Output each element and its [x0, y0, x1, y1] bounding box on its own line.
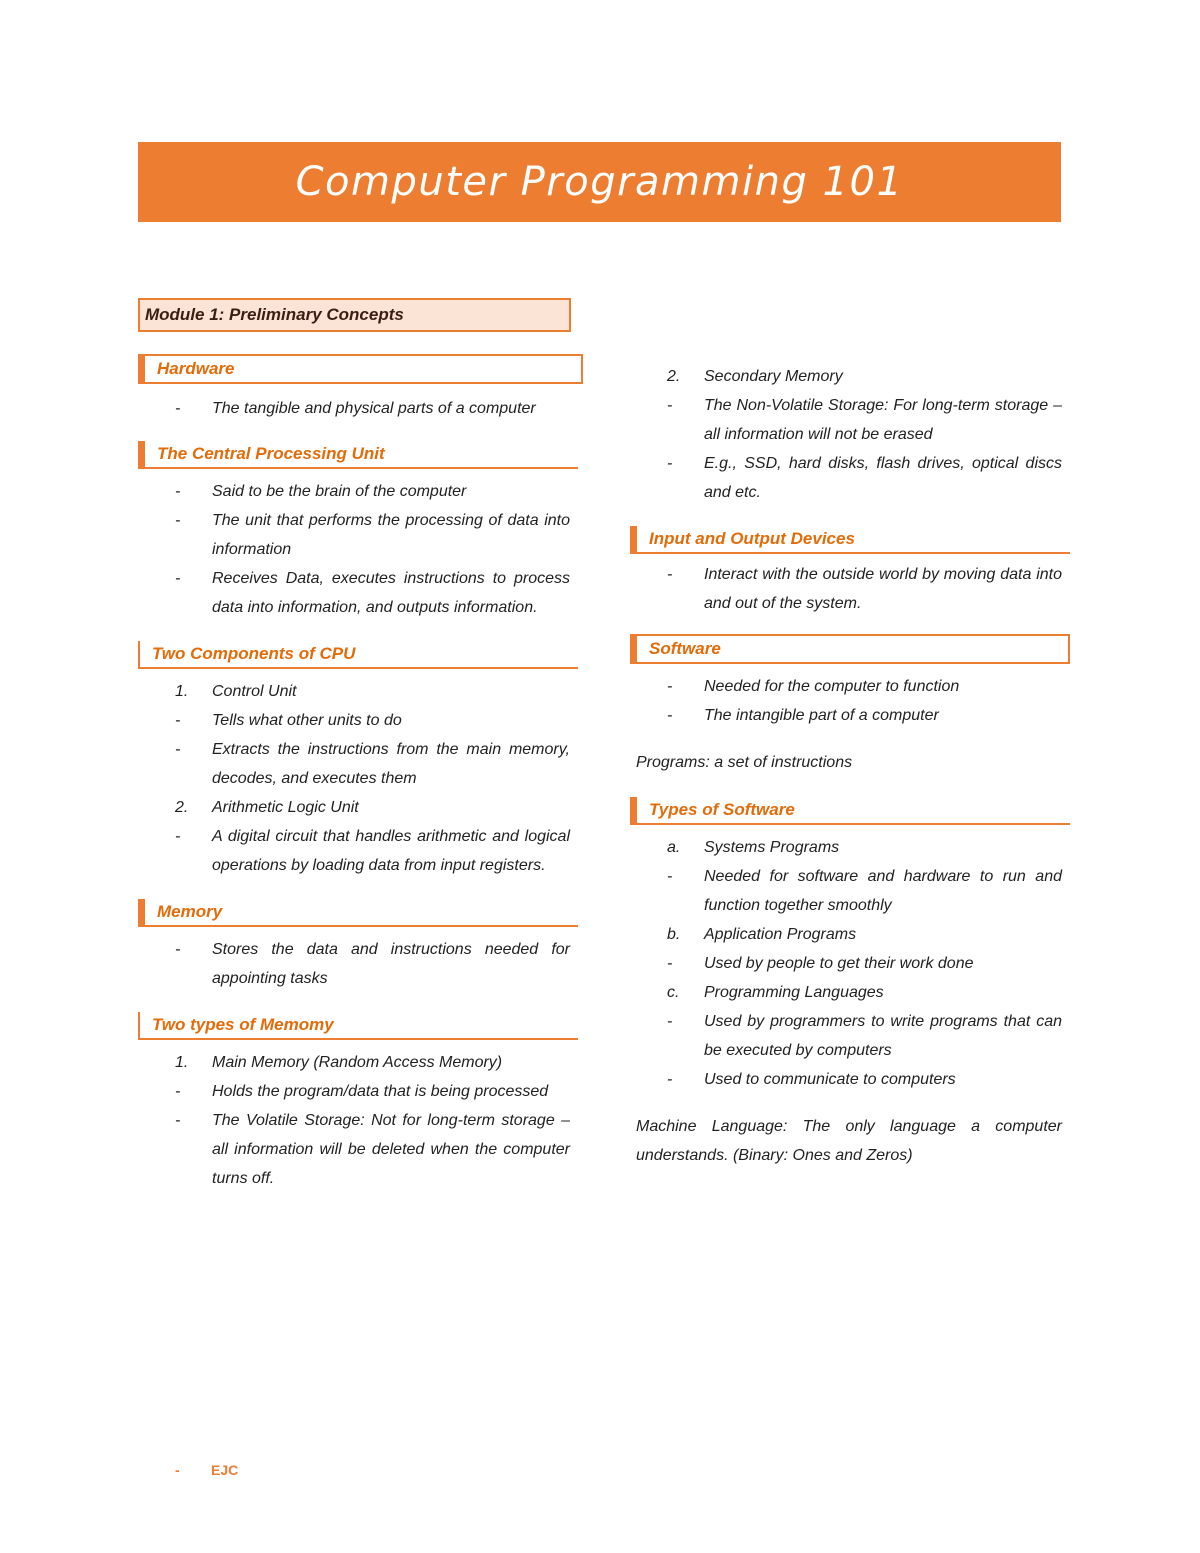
- list-item: [630, 1065, 1070, 1094]
- module-heading: Module 1: Preliminary Concepts: [138, 298, 571, 332]
- list-item-text: A digital circuit that handles arithmetic and logical operations by loading data from input registers.: [212, 828, 570, 874]
- list-marker: -: [175, 1112, 181, 1129]
- list-item-text: Interact with the outside world by moving data into and out of the system.: [704, 566, 1062, 612]
- page-title: Computer Programming 101: [295, 159, 904, 205]
- list-item: [630, 449, 1070, 507]
- footer-initials: EJC: [211, 1462, 239, 1478]
- list-marker: -: [175, 941, 181, 958]
- software-types-list: [630, 833, 1070, 1094]
- list-marker: -: [175, 828, 181, 845]
- io-list: [630, 560, 1070, 618]
- list-item-text: Needed for the computer to function: [704, 678, 960, 695]
- list-item: [630, 949, 1070, 978]
- list-marker: 1.: [175, 1054, 189, 1071]
- list-marker: -: [175, 570, 181, 587]
- hardware-list: [138, 394, 578, 423]
- list-marker: -: [175, 512, 181, 529]
- list-item: [138, 506, 578, 564]
- list-marker: -: [667, 868, 673, 885]
- footer: [175, 1462, 238, 1478]
- list-marker: -: [667, 955, 673, 972]
- list-item-text: Used to communicate to computers: [704, 1071, 956, 1088]
- list-item: [138, 1077, 578, 1106]
- list-item-text: Used by people to get their work done: [704, 955, 974, 972]
- list-item: [630, 1007, 1070, 1065]
- list-marker: -: [667, 707, 673, 724]
- list-item-text: Main Memory (Random Access Memory): [212, 1054, 503, 1071]
- list-item: [138, 935, 578, 993]
- list-item: [630, 362, 1070, 391]
- list-marker: -: [175, 712, 181, 729]
- software-list: [630, 672, 1070, 730]
- left-column: [138, 298, 578, 1193]
- section-heading-io: Input and Output Devices: [630, 526, 1070, 554]
- list-item-text: Stores the data and instructions needed for appointing tasks: [212, 941, 570, 987]
- list-item-text: Application Programs: [704, 926, 857, 943]
- list-item: [138, 793, 578, 822]
- list-item-text: Extracts the instructions from the main memory, decodes, and executes them: [212, 741, 570, 787]
- list-item: [630, 701, 1070, 730]
- secondary-memory-list: [630, 362, 1070, 507]
- section-heading-cpu-components: Two Components of CPU: [138, 641, 578, 669]
- programs-note: Programs: a set of instructions: [636, 754, 853, 771]
- list-item-text: Needed for software and hardware to run and function together smoothly: [704, 868, 1062, 914]
- list-marker: 2.: [175, 799, 189, 816]
- list-item: [630, 920, 1070, 949]
- list-marker: -: [667, 455, 673, 472]
- list-item: [138, 564, 578, 622]
- list-marker: -: [175, 741, 181, 758]
- list-item-text: Arithmetic Logic Unit: [212, 799, 359, 816]
- list-item-text: Control Unit: [212, 683, 297, 700]
- cpu-components-list: [138, 677, 578, 880]
- list-item-text: Used by programmers to write programs that can be executed by computers: [704, 1013, 1062, 1059]
- list-marker: -: [667, 1071, 673, 1088]
- title-banner: [138, 142, 1061, 222]
- list-marker: -: [175, 1083, 181, 1100]
- list-item-text: E.g., SSD, hard disks, flash drives, optical discs and etc.: [704, 455, 1062, 501]
- section-heading-memory: Memory: [138, 899, 578, 927]
- list-item: [138, 394, 578, 423]
- list-item-text: The intangible part of a computer: [704, 707, 939, 724]
- list-item: [138, 822, 578, 880]
- list-item: [138, 1106, 578, 1193]
- list-marker: b.: [667, 926, 681, 943]
- cpu-list: [138, 477, 578, 622]
- list-marker: c.: [667, 984, 680, 1001]
- list-marker: -: [667, 397, 673, 414]
- list-marker: -: [667, 566, 673, 583]
- section-heading-hardware: Hardware: [138, 354, 583, 384]
- list-item: [138, 477, 578, 506]
- list-marker: -: [175, 483, 181, 500]
- list-item-text: The unit that performs the processing of data into information: [212, 512, 570, 558]
- list-item: [630, 833, 1070, 862]
- right-column: [630, 362, 1070, 1170]
- list-item: [138, 677, 578, 706]
- list-item-text: Said to be the brain of the computer: [212, 483, 467, 500]
- list-item: [630, 978, 1070, 1007]
- list-marker: a.: [667, 839, 681, 856]
- list-item-text: Secondary Memory: [704, 368, 843, 385]
- list-item-text: The Volatile Storage: Not for long-term storage – all information will be deleted when the computer turns off.: [212, 1112, 570, 1187]
- list-item: [630, 862, 1070, 920]
- list-item: [138, 706, 578, 735]
- list-item-text: Programming Languages: [704, 984, 884, 1001]
- memory-types-list: [138, 1048, 578, 1193]
- list-item-text: Holds the program/data that is being processed: [212, 1083, 549, 1100]
- footer-marker: -: [175, 1462, 180, 1478]
- memory-list: [138, 935, 578, 993]
- section-heading-software: Software: [630, 634, 1070, 664]
- section-heading-software-types: Types of Software: [630, 797, 1070, 825]
- list-marker: 1.: [175, 683, 189, 700]
- list-item: [138, 1048, 578, 1077]
- list-marker: -: [175, 400, 181, 417]
- section-heading-cpu: The Central Processing Unit: [138, 441, 578, 469]
- machine-language-note: Machine Language: The only language a computer understands. (Binary: Ones and Zeros): [636, 1118, 1062, 1164]
- list-item-text: The tangible and physical parts of a computer: [212, 400, 536, 417]
- list-marker: 2.: [667, 368, 681, 385]
- list-item-text: Systems Programs: [704, 839, 840, 856]
- list-item: [138, 735, 578, 793]
- section-heading-memory-types: Two types of Memomy: [138, 1012, 578, 1040]
- list-item: [630, 672, 1070, 701]
- list-item-text: Receives Data, executes instructions to process data into information, and outputs information.: [212, 570, 570, 616]
- list-item-text: The Non-Volatile Storage: For long-term storage – all information will not be erased: [704, 397, 1062, 443]
- list-item: [630, 560, 1070, 618]
- list-marker: -: [667, 1013, 673, 1030]
- list-item: [630, 391, 1070, 449]
- list-item-text: Tells what other units to do: [212, 712, 402, 729]
- list-marker: -: [667, 678, 673, 695]
